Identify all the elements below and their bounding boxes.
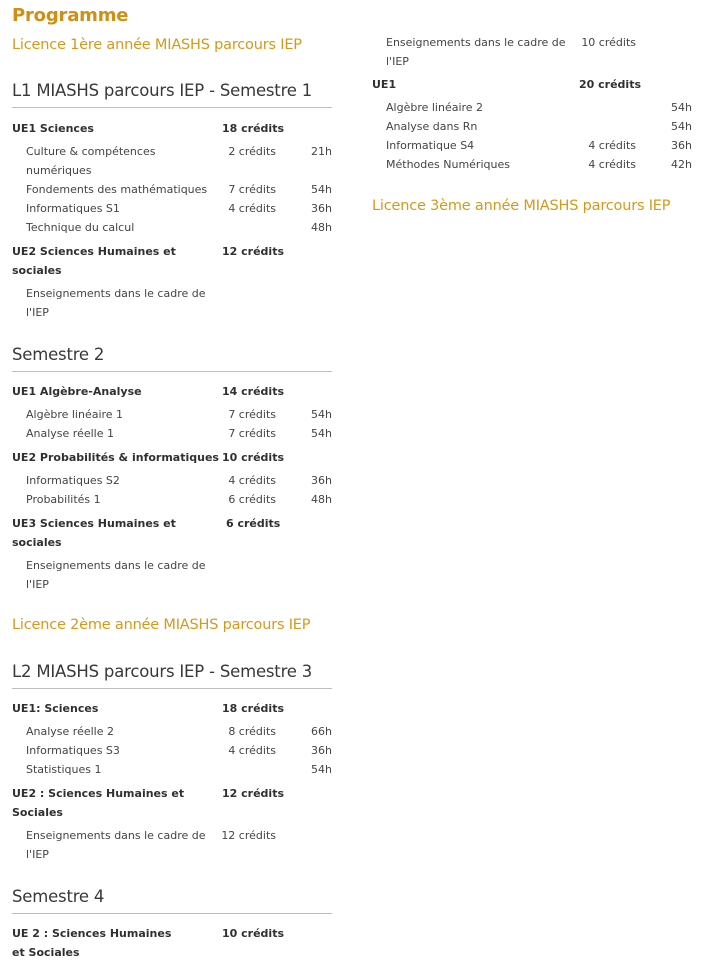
- course-hours: 36h: [311, 744, 332, 757]
- course-hours: 36h: [671, 139, 692, 152]
- course-credits: 4 crédits: [228, 202, 276, 215]
- course-credits: 2 crédits: [228, 145, 276, 158]
- course-credits: 6 crédits: [228, 493, 276, 506]
- ue-title: UE 2 : Sciences Humaines et Sociales: [12, 927, 172, 959]
- ue-credits: 6 crédits: [226, 517, 281, 530]
- course-name: Analyse réelle 1: [26, 427, 114, 440]
- course-credits: 7 crédits: [228, 427, 276, 440]
- course-name: Enseignements dans le cadre de l'IEP: [26, 829, 206, 861]
- divider: [12, 371, 332, 372]
- ue-credits: 12 crédits: [222, 245, 284, 258]
- course-name: Algèbre linéaire 2: [386, 101, 484, 114]
- course-hours: 21h: [311, 145, 332, 158]
- course-hours: 36h: [311, 474, 332, 487]
- ue-credits: 12 crédits: [222, 787, 284, 800]
- course-name: Technique du calcul: [26, 221, 135, 234]
- ue-credits: 14 crédits: [222, 385, 284, 398]
- course-hours: 54h: [311, 763, 332, 776]
- course-name: Informatiques S3: [26, 744, 120, 757]
- divider: [12, 107, 332, 108]
- course-name: Informatique S4: [386, 139, 475, 152]
- ue-credits: 18 crédits: [222, 702, 284, 715]
- course-hours: 54h: [311, 427, 332, 440]
- course-hours: 48h: [311, 221, 332, 234]
- divider: [12, 688, 332, 689]
- course-hours: 54h: [671, 101, 692, 114]
- course-name: Culture & compétences numériques: [26, 145, 156, 177]
- course-hours: 48h: [311, 493, 332, 506]
- course-credits: 12 crédits: [221, 829, 276, 842]
- course-name: Informatiques S2: [26, 474, 120, 487]
- course-credits: 7 crédits: [228, 408, 276, 421]
- ue-title: UE2 Sciences Humaines et sociales: [12, 245, 176, 277]
- divider: [12, 913, 332, 914]
- course-name: Analyse dans Rn: [386, 120, 478, 133]
- course-name: Enseignements dans le cadre de l'IEP: [386, 36, 566, 68]
- ue-title: UE1 Algèbre-Analyse: [12, 385, 142, 398]
- course-credits: 4 crédits: [588, 158, 636, 171]
- ue-credits: 20 crédits: [579, 78, 641, 91]
- ue-title: UE2 Probabilités & informatiques: [12, 451, 219, 464]
- course-name: Analyse réelle 2: [26, 725, 114, 738]
- year-heading-l2[interactable]: Licence 2ème année MIASHS parcours IEP: [12, 617, 311, 633]
- course-name: Informatiques S1: [26, 202, 120, 215]
- page-title: Programme: [12, 5, 129, 26]
- course-hours: 54h: [311, 183, 332, 196]
- course-credits: 8 crédits: [228, 725, 276, 738]
- course-name: Méthodes Numériques: [386, 158, 510, 171]
- course-hours: 54h: [671, 120, 692, 133]
- ue-title: UE1: Sciences: [12, 702, 99, 715]
- course-name: Probabilités 1: [26, 493, 101, 506]
- course-credits: 4 crédits: [588, 139, 636, 152]
- course-name: Algèbre linéaire 1: [26, 408, 124, 421]
- course-hours: 54h: [311, 408, 332, 421]
- ue-credits: 10 crédits: [222, 927, 284, 940]
- course-credits: 4 crédits: [228, 474, 276, 487]
- ue-title: UE1: [372, 78, 397, 91]
- semester-heading-s2: Semestre 2: [12, 345, 105, 364]
- course-credits: 4 crédits: [228, 744, 276, 757]
- semester-heading-s4: Semestre 4: [12, 887, 105, 906]
- ue-credits: 18 crédits: [222, 122, 284, 135]
- ue-title: UE1 Sciences: [12, 122, 94, 135]
- course-name: Statistiques 1: [26, 763, 102, 776]
- ue-title: UE2 : Sciences Humaines et Sociales: [12, 787, 185, 819]
- year-heading-l3[interactable]: Licence 3ème année MIASHS parcours IEP: [372, 198, 671, 214]
- semester-heading-s3: L2 MIASHS parcours IEP - Semestre 3: [12, 662, 313, 681]
- course-hours: 66h: [311, 725, 332, 738]
- course-credits: 7 crédits: [228, 183, 276, 196]
- ue-credits: 10 crédits: [222, 451, 284, 464]
- course-name: Fondements des mathématiques: [26, 183, 208, 196]
- semester-heading-s1: L1 MIASHS parcours IEP - Semestre 1: [12, 81, 313, 100]
- course-hours: 42h: [671, 158, 692, 171]
- course-credits: 10 crédits: [581, 36, 636, 49]
- course-name: Enseignements dans le cadre de l'IEP: [26, 559, 206, 591]
- course-hours: 36h: [311, 202, 332, 215]
- course-name: Enseignements dans le cadre de l'IEP: [26, 287, 206, 319]
- ue-title: UE3 Sciences Humaines et sociales: [12, 517, 176, 549]
- year-heading-l1[interactable]: Licence 1ère année MIASHS parcours IEP: [12, 37, 302, 53]
